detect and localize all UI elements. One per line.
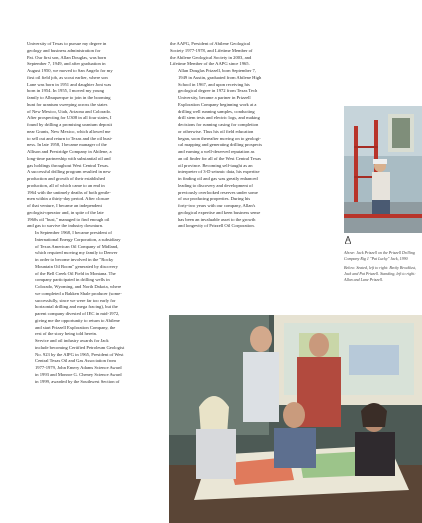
text-column-right: [170, 41, 308, 313]
text-line: parent company divested of IEC in mid-1972,: [35, 311, 120, 316]
photo-family-group: [169, 315, 422, 523]
text-line: 1964 with the untimely deaths of both gentle-: [27, 189, 111, 195]
text-line: born in 1954. In 1955, I moved my young: [27, 88, 105, 94]
text-line: in 1993 and Monroe G. Cheney Science Award: [35, 371, 122, 377]
text-line: In September 1968, I became president of: [35, 230, 112, 235]
text-line: 1977-1979, John Emery Adams Science Award: [35, 365, 122, 370]
text-line: company participated in drilling wells in: [35, 277, 110, 283]
text-line: of New Mexico, Utah, Arizona and Colorado.: [27, 108, 112, 114]
text-line: of that venture, I became an independent: [27, 203, 102, 208]
photo-drilling-rig: [344, 106, 422, 233]
text-line: drill stem tests and electric logs, and making: [178, 115, 260, 121]
text-line: International Energy Corporation, a subsidiary: [35, 236, 121, 242]
text-line: production and growth of their established: [27, 176, 105, 181]
text-line: Mountain Oil Boom" generated by discovery: [35, 263, 118, 269]
text-line: the AAPG, President of Abilene Geological: [170, 41, 251, 46]
text-line: decisions for running casing for completion: [178, 122, 259, 127]
text-line: we completed a Bakken Shale producer (some-: [35, 290, 122, 296]
text-line: of our producing properties. During his: [178, 196, 251, 202]
oil-derrick-icon: [345, 236, 351, 244]
text-line: an oil finder for all of the West Central Texas: [178, 155, 261, 161]
text-line: long-time partnership with substantial oil and: [27, 155, 111, 161]
text-line: rest of the story being told herein.: [35, 331, 98, 337]
paragraph: [27, 230, 161, 338]
text-line: School in 1967, and upon receiving his: [178, 81, 250, 87]
text-line: began, soon thereafter moving on to geologi-: [178, 135, 261, 141]
text-line: Central Texas Oil and Gas Association from: [35, 358, 116, 364]
text-line: and longevity of Prizzell Oil Corporation.: [178, 223, 255, 229]
caption-top-photo: Above: Jack Prizzell on the Prizzell Drilling Company Rig 1 "Pat Lucky" Jack, 1990: [344, 250, 415, 262]
text-line: and gas to survive the industry downturn.: [27, 223, 104, 229]
text-line: first oil field job, as scout earlier, where son: [27, 74, 108, 80]
text-line: to sell out and return to Texas and the oil busi-: [27, 135, 113, 141]
text-line: geology and business administration for: [27, 47, 101, 53]
text-line: geological expertise and keen business sense: [178, 209, 261, 215]
text-line: Allan Douglas Prizzell, born September 7,: [178, 68, 256, 73]
text-line: hunt for uranium sweeping across the states: [27, 101, 108, 107]
paragraph: [27, 41, 161, 230]
text-line: of Texas American Oil Company of Midland,: [35, 243, 119, 249]
text-line: or otherwise. Thus his oil field education: [178, 128, 254, 134]
text-line: family to Albuquerque to join in the booming: [27, 95, 111, 100]
text-line: No. 923 by the AIPG in 1965, President of West: [35, 351, 124, 357]
paragraph: [170, 41, 308, 68]
paragraph: [170, 68, 308, 230]
text-line: production, all of which came to an end in: [27, 182, 105, 188]
text-line: 1949 in Austin, graduated from Abilene High: [178, 74, 262, 80]
text-line: A successful drilling program resulted in new: [27, 169, 111, 175]
text-line: and earning a well-deserved reputation as: [178, 149, 255, 154]
text-line: in finding oil and gas was greatly enhanced: [178, 176, 258, 181]
text-line: has been an invaluable asset to the growth: [178, 216, 256, 222]
text-line: cal mapping and generating drilling prospects: [178, 142, 263, 148]
text-line: horizontal drilling and mega fracing), but the: [35, 304, 118, 310]
text-line: Colorado, Wyoming, and North Dakota, where: [35, 284, 122, 289]
caption-bottom-photo: Below: Seated, left to right: Becky Brocklust, Jack and Pat Prizzell. Standing, left to right: Allan and Lane Prizzell.: [344, 265, 417, 283]
text-line: August 1950, we moved to San Angelo for my: [27, 68, 113, 73]
text-line: previously overlooked reserves under some: [178, 189, 258, 195]
text-line: of the Bell Creek Oil Field in Montana. The: [35, 270, 116, 276]
text-line: ness. In late 1958, I became manager of the: [27, 142, 107, 148]
text-line: gas holdings throughout West Central Texas.: [27, 162, 110, 168]
text-line: and start Prizzell Exploration Company, the: [35, 324, 116, 330]
text-line: which required moving my family to Denver: [35, 250, 118, 256]
text-line: leading to discovery and development of: [178, 182, 253, 188]
text-line: geological degree in 1972 from Texas Tech: [178, 88, 258, 94]
text-line: University, became a partner in Prizzell: [178, 95, 251, 100]
text-line: giving me the opportunity to return to Abilene: [35, 317, 120, 323]
text-line: geologist-operator and, in spite of the late: [27, 209, 104, 215]
text-line: Society 1977-1978, and Lifetime Member of: [170, 47, 253, 53]
text-line: oil province. Becoming self-taught as an: [178, 162, 253, 168]
text-line: found by drilling a promising uranium deposit: [27, 122, 112, 127]
text-line: Lifetime Member of the AAPG since 1965.: [170, 61, 250, 67]
text-line: forty-two years with our company, Allan's: [178, 203, 256, 208]
text-line: University of Texas to pursue my degree in: [27, 41, 107, 46]
text-line: include becoming Certified Petroleum Geologist: [35, 344, 125, 350]
text-line: 1960s oil "bust," managed to find enough oil: [27, 216, 110, 222]
text-line: in 1999, awarded by the Southwest Section of: [35, 378, 120, 384]
text-line: interpreter of 3-D seismic data, his expertise: [178, 169, 260, 175]
text-line: Lane was born in 1951 and daughter Joni was: [27, 81, 112, 87]
text-line: After prospecting for U308 in all four states, I: [27, 115, 112, 121]
text-line: Service and oil industry awards for Jack: [35, 338, 109, 343]
text-line: the Abilene Geological Society in 2003, and: [170, 54, 252, 60]
text-line: men within a thirty-day period. After closure: [27, 196, 110, 202]
text-line: in order to become involved in the "Rocky: [35, 257, 114, 262]
text-line: drilling well running samples, conducting: [178, 108, 255, 114]
text-line: Exploration Company beginning work at a: [178, 101, 257, 107]
text-line: successfully, since we were far too early for: [35, 297, 116, 303]
text-line: September 7, 1949, and after graduation in: [27, 61, 106, 67]
text-column-left: [27, 41, 161, 523]
paragraph: [27, 338, 161, 385]
text-line: Pat. Our first son, Allan Douglas, was born: [27, 54, 107, 60]
text-line: Allison and Prestridge Company in Abilene, a: [27, 149, 112, 154]
text-line: near Grants, New Mexico, which allowed me: [27, 128, 111, 134]
